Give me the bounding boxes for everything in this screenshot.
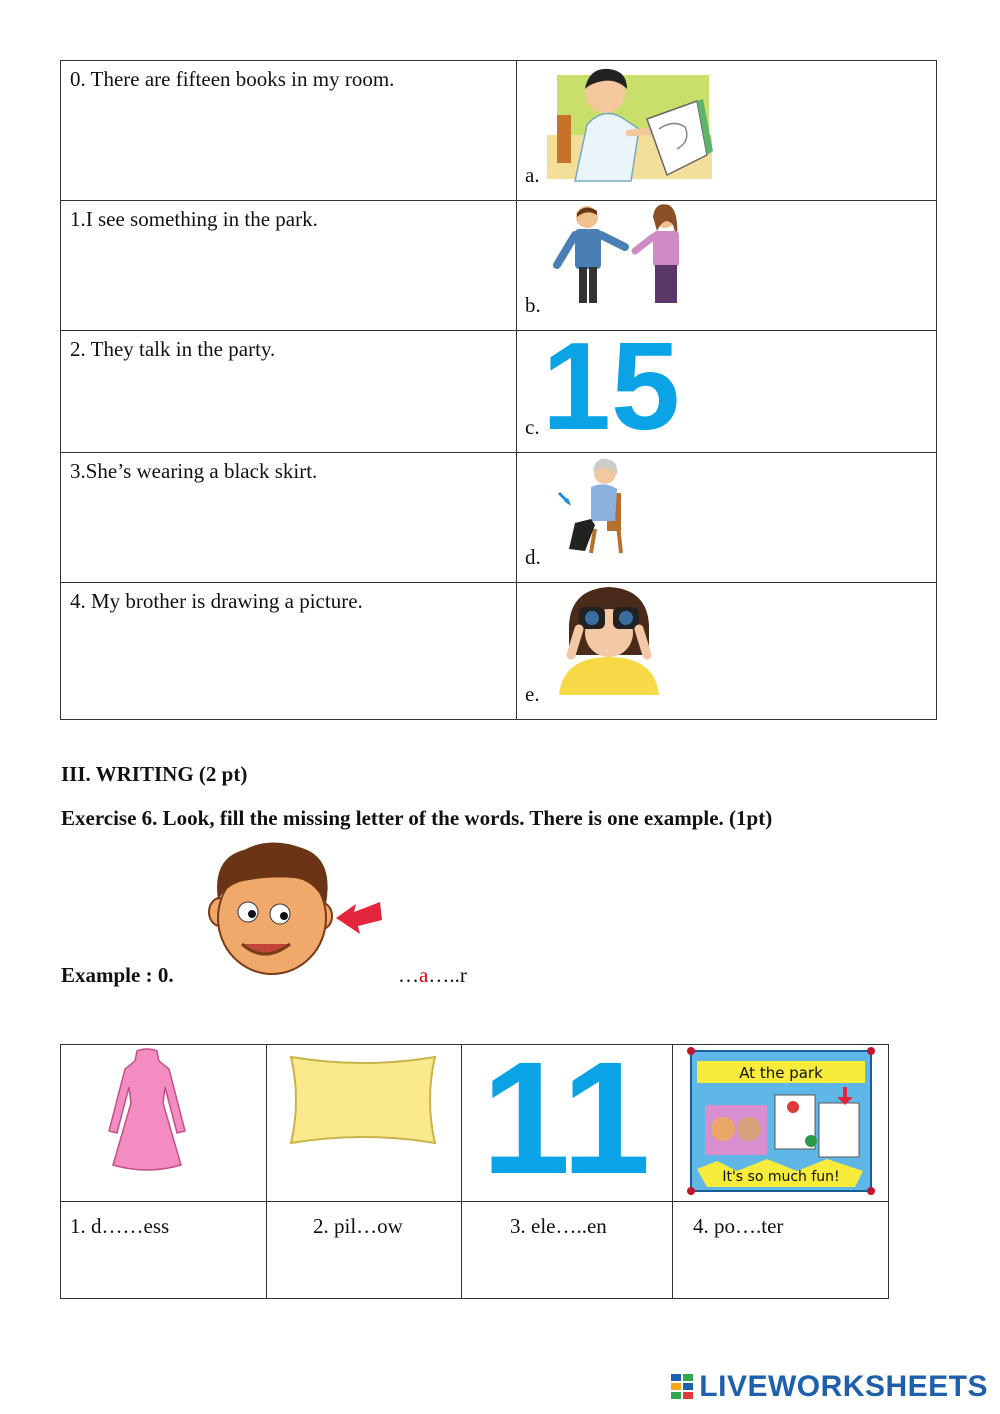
red-arrow-icon: [336, 902, 382, 934]
number-11-text: 11: [481, 1028, 651, 1207]
sentence-0: 0. There are fifteen books in my room.: [61, 61, 517, 201]
letter-c: c.: [525, 415, 540, 439]
number-15-text: 15: [542, 318, 680, 456]
yellow-pillow-image: [287, 1051, 439, 1149]
number-11-image: [481, 1028, 651, 1207]
word-item-1: 1. d……ess: [61, 1202, 267, 1299]
sentence-1: 1.I see something in the park.: [61, 201, 517, 331]
binoculars-girl-image: [549, 585, 669, 695]
letter-a: a.: [525, 163, 540, 187]
sentence-3: 3.She’s wearing a black skirt.: [61, 453, 517, 583]
sentence-2: 2. They talk in the party.: [61, 331, 517, 453]
letter-e: e.: [525, 682, 540, 706]
grandma-image: [555, 457, 635, 557]
matching-table: [60, 60, 937, 720]
picture-cell-a: [517, 61, 937, 201]
boy-drawing-image: [547, 63, 712, 181]
word-item-4: 4. po….ter: [673, 1202, 889, 1299]
number-15-image: [542, 318, 683, 456]
dress-picture-cell: [61, 1045, 267, 1202]
picture-cell-b: [517, 201, 937, 331]
example-word: …a…..r: [398, 963, 467, 987]
poster-picture-cell: [673, 1045, 889, 1202]
eleven-picture-cell: [462, 1028, 673, 1207]
word-item-3: 3. ele…..en: [462, 1202, 673, 1299]
people-talking-image: [555, 203, 695, 307]
word-item-2: 2. pil…ow: [267, 1202, 462, 1299]
picture-cell-e: [517, 583, 937, 720]
writing-heading: III. WRITING (2 pt): [61, 762, 248, 786]
boy-ear-image: [210, 840, 390, 980]
liveworksheets-logo: [671, 1370, 988, 1404]
sentence-4: 4. My brother is drawing a picture.: [61, 583, 517, 720]
logo-text: LIVEWORKSHEETS: [699, 1370, 988, 1403]
word-exercise-table: [60, 1028, 889, 1299]
logo-grid-icon: [671, 1374, 695, 1400]
picture-cell-d: [517, 453, 937, 583]
letter-d: d.: [525, 545, 541, 569]
example-label: Example : 0.: [61, 963, 174, 987]
letter-b: b.: [525, 293, 541, 317]
poster-caption: It's so much fun!: [722, 1169, 840, 1185]
poster-title: At the park: [739, 1064, 823, 1082]
pink-dress-image: [105, 1047, 189, 1175]
exercise-6-instruction: Exercise 6. Look, fill the missing letter of the words. There is one example. (1pt): [61, 806, 773, 830]
pillow-picture-cell: [267, 1045, 462, 1202]
picture-cell-c: [517, 318, 937, 456]
poster-image: [687, 1047, 875, 1197]
example-answer-letter: a: [419, 963, 429, 987]
